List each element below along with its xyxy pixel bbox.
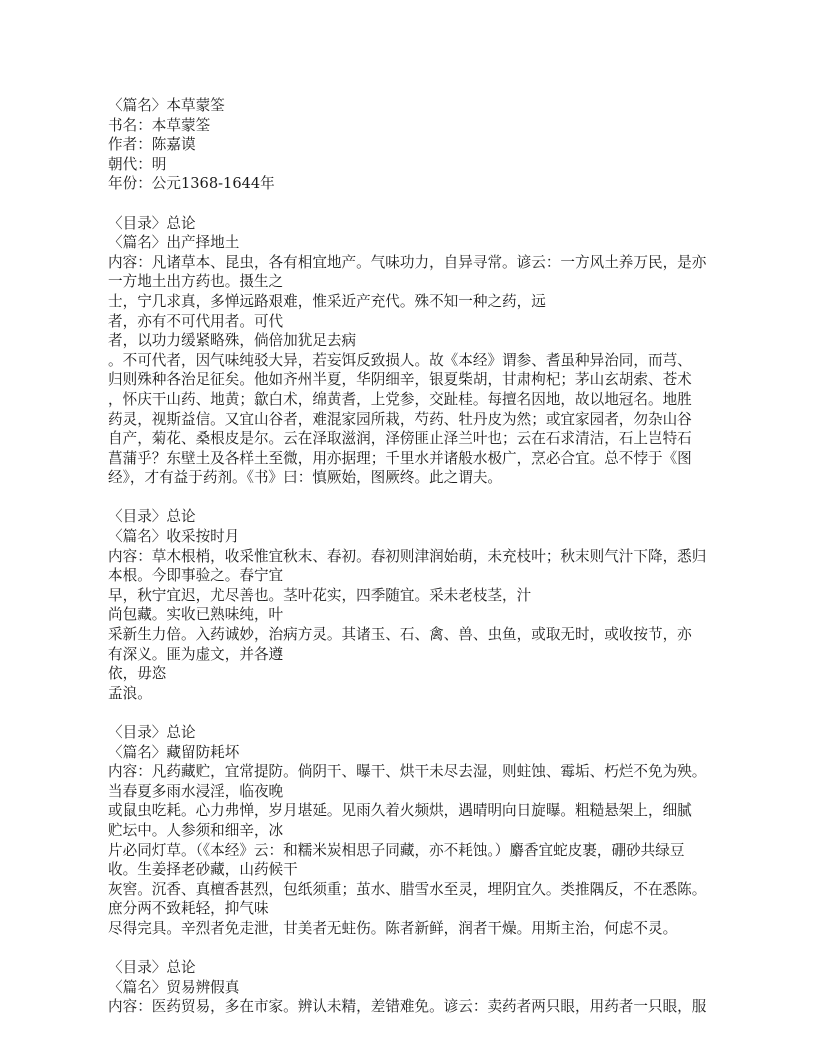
content-line: 者，以功力缓紧略殊，倘倍加犹足去病 [108, 332, 357, 350]
chapter-title: 〈篇名〉本草蒙筌 [108, 97, 225, 114]
content-line: 收。生姜择老砂藏，山药候干 [108, 861, 298, 879]
content-line: 经》，才有益于药剂。《书》曰：慎厥始，图厥终。此之谓夫。 [108, 469, 503, 487]
content-line: 菖蒲乎？东壁土及各样土至微，用亦据理；千里水并诸般水极广，烹必合宜。总不悖于《图 [108, 449, 692, 467]
content-line: 片必同灯草。（《本经》云：和糯米炭相思子同藏，亦不耗蚀。）麝香宜蛇皮裹，硼砂共绿豆 [108, 841, 685, 859]
catalog-label: 〈目录〉总论 [108, 508, 196, 526]
content-line: 尚包藏。实收已熟味纯，叶 [108, 606, 284, 624]
book-name: 书名：本草蒙筌 [108, 116, 211, 134]
content-line: 贮坛中。人参须和细辛，冰 [108, 821, 284, 839]
content-line: 庶分两不致耗轻，抑气味 [108, 900, 269, 918]
spacer [108, 488, 728, 508]
spacer [108, 939, 728, 959]
chapter-label: 〈篇名〉收采按时月 [108, 528, 240, 546]
content-line: 依，毋恣 [108, 665, 167, 683]
content-line: 灰窖。沉香、真檀香甚烈，包纸须重；茧水、腊雪水至灵，埋阴宜久。类推隅反，不在悉陈。 [108, 880, 707, 898]
content-line: 内容：医药贸易，多在市家。辨认未精，差错难免。谚云：卖药者两只眼，用药者一只眼，服 [108, 998, 707, 1016]
content-line: 或鼠虫吃耗。心力弗惮，岁月堪延。见雨久着火频烘，遇晴明向日旋曝。粗糙悬架上，细腻 [108, 802, 692, 820]
content-line: 药灵，视斯益信。又宜山谷者，难混家园所栽，芍药、牡丹皮为然；或宜家园者，勿杂山谷 [108, 410, 692, 428]
chapter-label: 〈篇名〉藏留防耗坏 [108, 743, 240, 761]
section [108, 958, 728, 1017]
author: 作者：陈嘉谟 [108, 136, 196, 154]
chapter-label: 〈篇名〉贸易辨假真 [108, 978, 240, 996]
chapter-label: 〈篇名〉出产择地土 [108, 234, 240, 252]
spacer [108, 703, 728, 723]
content-line: 孟浪。 [108, 684, 152, 702]
catalog-label: 〈目录〉总论 [108, 959, 196, 977]
content-line: 内容：凡诸草本、昆虫，各有相宜地产。气味功力，自异寻常。谚云：一方风土养万民，是亦 [108, 253, 707, 271]
content-line: 。不可代者，因气味纯驳大异，若妄饵反致损人。故《本经》谓参、耆虽种异治同，而芎、 [108, 351, 692, 369]
content-line: 士，宁几求真，多惮远路艰难，惟采近产充代。殊不知一种之药，远 [108, 292, 546, 310]
spacer [108, 194, 728, 214]
content-line: 采新生力倍。入药诚妙，治病方灵。其诸玉、石、禽、兽、虫鱼，或取无时，或收按节，亦 [108, 626, 692, 644]
section [108, 723, 728, 958]
section [108, 507, 728, 723]
document-page [108, 96, 728, 1017]
content-line: 当春夏多雨水浸淫，临夜晚 [108, 782, 284, 800]
content-line: 早，秋宁宜迟，尤尽善也。茎叶花实，四季随宜。采未老枝茎，汁 [108, 586, 532, 604]
content-line: ，怀庆干山药、地黄；歙白术，绵黄耆，上党参，交趾桂。每擅名因地，故以地冠名。地胜 [108, 390, 692, 408]
catalog-label: 〈目录〉总论 [108, 724, 196, 741]
content-line: 内容：凡药藏贮，宜常提防。倘阴干、曝干、烘干未尽去湿，则蛀蚀、霉垢、朽烂不免为殃。 [108, 763, 707, 781]
catalog-label: 〈目录〉总论 [108, 214, 196, 232]
section [108, 214, 728, 508]
content-line: 有深义。匪为虚文，并各遵 [108, 645, 284, 663]
dynasty: 朝代：明 [108, 155, 167, 173]
sections [108, 214, 728, 1017]
content-line: 尽得完具。辛烈者免走泄，甘美者无蛀伤。陈者新鲜，润者干燥。用斯主治，何虑不灵。 [108, 919, 678, 937]
content-line: 内容：草木根梢，收采惟宜秋末、春初。春初则津润始萌，未充枝叶；秋末则气汁下降，悉归 [108, 547, 707, 565]
content-line: 归则殊种各治足征矣。他如齐州半夏，华阴细辛，银夏柴胡，甘肃枸杞；茅山玄胡索、苍术 [108, 371, 692, 389]
content-line: 自产，菊花、桑根皮是尔。云在泽取滋润，泽傍匪止泽兰叶也；云在石求清洁，石上岂特石 [108, 430, 692, 448]
content-line: 者，亦有不可代用者。可代 [108, 312, 284, 330]
content-line: 一方地土出方药也。摄生之 [108, 273, 284, 291]
years: 年份：公元1368-1644年 [108, 175, 275, 193]
content-line: 本根。今即事验之。春宁宜 [108, 567, 284, 585]
